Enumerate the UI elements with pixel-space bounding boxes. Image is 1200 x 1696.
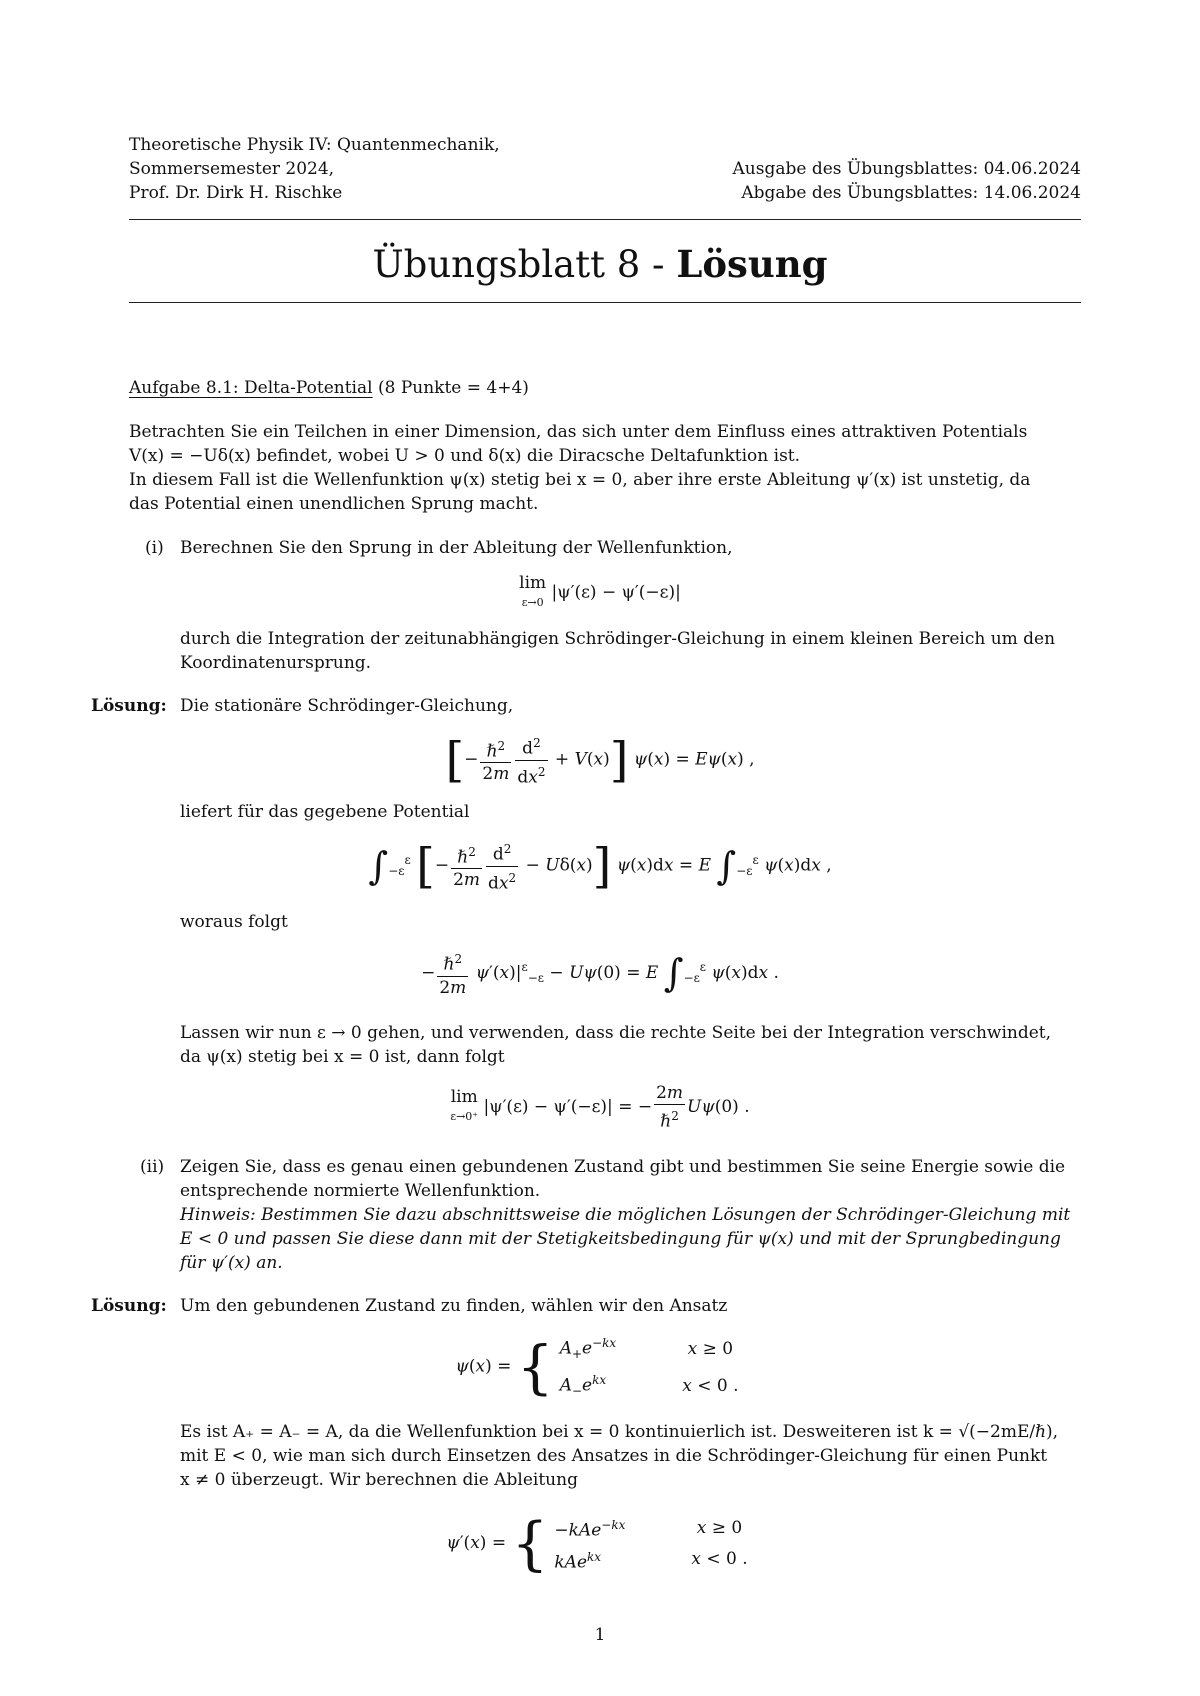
part-ii-text: Zeigen Sie, dass es genau einen gebundenen Zustand gibt und bestimmen Sie seine Energie sowie die	[180, 1157, 1066, 1177]
solution-text: Es ist A₊ = A₋ = A, da die Wellenfunktion bei x = 0 kontinuierlich ist. Desweiteren ist k = √(−2mE/ℏ),	[180, 1422, 1059, 1442]
due-date: Abgabe des Übungsblattes: 14.06.2024	[741, 183, 1081, 203]
equation-schroedinger: [− $\frac{\hbar^2}{2m}$ $\frac{d^2}{dx^2}$ + V(x)] ψ(x) = Eψ(x) ,	[445, 732, 755, 789]
top-rule	[129, 219, 1081, 220]
part-i-number: (i)	[145, 538, 164, 558]
professor: Prof. Dr. Dirk H. Rischke	[129, 183, 343, 203]
semester: Sommersemester 2024,	[129, 159, 335, 179]
part-i-after: Koordinatenursprung.	[180, 653, 372, 673]
equation-derivative: ψ′(x) = { −kAe$^{-kx}$ x ≥ 0 kAe$^{kx}$ x < 0 .	[446, 1509, 748, 1578]
solution-label: Lösung:	[91, 696, 167, 716]
solution-text: mit E < 0, wie man sich durch Einsetzen des Ansatzes in die Schrödinger-Gleichung für einen Punkt	[180, 1446, 1048, 1466]
solution-text: liefert für das gegebene Potential	[180, 802, 470, 822]
intro-line: In diesem Fall ist die Wellenfunktion ψ(x) stetig bei x = 0, aber ihre erste Ableitung ψ′(x) ist unstetig, da	[129, 470, 1031, 490]
solution-text: Die stationäre Schrödinger-Gleichung,	[180, 696, 514, 716]
solution-label: Lösung:	[91, 1296, 167, 1316]
part-i-text: Berechnen Sie den Sprung in der Ableitung der Wellenfunktion,	[180, 538, 733, 558]
hint-text: Hinweis: Bestimmen Sie dazu abschnittsweise die möglichen Lösungen der Schrödinger-Gleichung mit	[180, 1205, 1071, 1225]
intro-line: Betrachten Sie ein Teilchen in einer Dimension, das sich unter dem Einfluss eines attraktiven Potentials	[129, 422, 1028, 442]
part-i-after: durch die Integration der zeitunabhängigen Schrödinger-Gleichung in einem kleinen Bereich um den	[180, 629, 1056, 649]
equation-integral: $\int_{-\varepsilon}^\varepsilon$ [− $\frac{\hbar^2}{2m}$ $\frac{d^2}{dx^2}$ − Uδ(x)] ψ(x)dx = E $\int_{-\varepsilon}^\varepsilon$ ψ(x)dx ,	[368, 838, 832, 895]
hint-text: E < 0 und passen Sie diese dann mit der Stetigkeitsbedingung für ψ(x) und mit der Sprungbedingung	[180, 1229, 1061, 1249]
hint-text: für ψ′(x) an.	[180, 1253, 283, 1273]
page-title: Übungsblatt 8 - Lösung	[372, 242, 828, 286]
solution-text: woraus folgt	[180, 912, 288, 932]
task-heading: Aufgabe 8.1: Delta-Potential (8 Punkte = 4+4)	[129, 378, 529, 398]
page-number: 1	[594, 1625, 606, 1645]
title-rule	[129, 302, 1081, 303]
solution-text: x ≠ 0 überzeugt. Wir berechnen die Ableitung	[180, 1470, 578, 1490]
equation-jump-result: lim ε→0⁺ |ψ′(ε) − ψ′(−ε)| = − $\frac{2m}{\hbar^2}$ Uψ(0) .	[450, 1083, 750, 1132]
intro-line: das Potential einen unendlichen Sprung macht.	[129, 494, 539, 514]
equation-ansatz: ψ(x) = { $A_+e^{-kx}$ x ≥ 0 $A_-e^{kx}$ x < 0 .	[455, 1333, 739, 1402]
part-ii-number: (ii)	[140, 1157, 165, 1177]
part-ii-text: entsprechende normierte Wellenfunktion.	[180, 1181, 541, 1201]
solution-text: Um den gebundenen Zustand zu finden, wählen wir den Ansatz	[180, 1296, 728, 1316]
course-name: Theoretische Physik IV: Quantenmechanik,	[129, 135, 500, 155]
solution-text: da ψ(x) stetig bei x = 0 ist, dann folgt	[180, 1047, 505, 1067]
equation-jump: lim ε→0 |ψ′(ε) − ψ′(−ε)|	[519, 573, 681, 609]
equation-result: − $\frac{\hbar^2}{2m}$ $\psi'(x)|^\varepsilon_{-\varepsilon} - U\psi(0) = E$ $\int_{-\varepsilon}^\varepsilon$ ψ(x)dx .	[421, 951, 779, 998]
intro-line: V(x) = −Uδ(x) befindet, wobei U > 0 und δ(x) die Diracsche Deltafunktion ist.	[129, 446, 801, 466]
issue-date: Ausgabe des Übungsblattes: 04.06.2024	[732, 159, 1081, 179]
solution-text: Lassen wir nun ε → 0 gehen, und verwenden, dass die rechte Seite bei der Integration verschwindet,	[180, 1023, 1052, 1043]
